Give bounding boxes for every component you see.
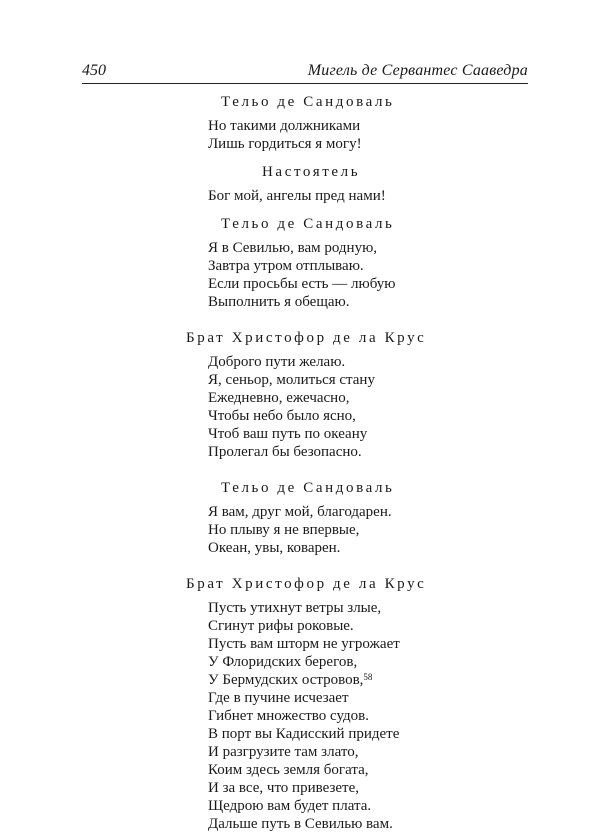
speaker-name: Брат Христофор де ла Крус xyxy=(186,330,427,346)
verse-line: Чтобы небо было ясно, xyxy=(208,408,356,424)
verse-line: Пусть утихнут ветры злые, xyxy=(208,600,382,616)
verse-line-text: У Бермудских островов, xyxy=(208,672,364,688)
verse-line: И разгрузите там злато, xyxy=(208,744,359,760)
verse-block xyxy=(0,239,600,311)
verse-line: Дальше путь в Севилью вам. xyxy=(208,816,393,832)
verse-line: Океан, увы, коварен. xyxy=(208,540,341,556)
verse-line: Пусть вам шторм не угрожает xyxy=(208,636,400,652)
verse-line: Сгинут рифы роковые. xyxy=(208,618,354,634)
verse-block xyxy=(0,599,600,833)
verse-line xyxy=(208,671,600,689)
page-number: 450 xyxy=(82,62,106,79)
verse-line: В порт вы Кадисский придете xyxy=(208,726,400,742)
verse-line: Я в Севилью, вам родную, xyxy=(208,240,378,256)
verse-block xyxy=(0,117,600,153)
verse-line: Где в пучине исчезает xyxy=(208,690,349,706)
footnote-marker[interactable]: 58 xyxy=(363,672,373,682)
verse-line: Выполнить я обещаю. xyxy=(208,294,350,310)
play-text xyxy=(0,93,600,833)
verse-line: У Флоридских берегов, xyxy=(208,654,358,670)
verse-line: Я вам, друг мой, благодарен. xyxy=(208,504,392,520)
verse-line: Ежедневно, ежечасно, xyxy=(208,390,350,406)
verse-line: Если просьбы есть — любую xyxy=(208,276,396,292)
verse-block xyxy=(0,353,600,461)
speaker-name: Тельо де Сандоваль xyxy=(221,480,395,496)
verse-line: Чтоб ваш путь по океану xyxy=(208,426,368,442)
speaker-name: Тельо де Сандоваль xyxy=(221,216,395,232)
verse-line: Завтра утром отплываю. xyxy=(208,258,364,274)
verse-line: И за все, что привезете, xyxy=(208,780,359,796)
speaker-name: Брат Христофор де ла Крус xyxy=(186,576,427,592)
verse-line: Бог мой, ангелы пред нами! xyxy=(208,188,386,204)
verse-block xyxy=(0,503,600,557)
page-header xyxy=(82,56,528,82)
verse-line: Коим здесь земля богата, xyxy=(208,762,369,778)
verse-line: Пролегал бы безопасно. xyxy=(208,444,362,460)
verse-line: Но такими должниками xyxy=(208,118,361,134)
speaker-name: Тельо де Сандоваль xyxy=(221,94,395,110)
verse-line: Щедрою вам будет плата. xyxy=(208,798,372,814)
verse-line: Но плыву я не впервые, xyxy=(208,522,360,538)
running-title: Мигель де Сервантес Сааведра xyxy=(307,62,528,79)
verse-line: Лишь гордиться я могу! xyxy=(208,136,362,152)
verse-block xyxy=(0,187,600,205)
verse-line: Доброго пути желаю. xyxy=(208,354,346,370)
header-rule xyxy=(82,83,528,84)
speaker-name: Настоятель xyxy=(262,164,361,180)
verse-line: Я, сеньор, молиться стану xyxy=(208,372,375,388)
verse-line: Гибнет множество судов. xyxy=(208,708,370,724)
